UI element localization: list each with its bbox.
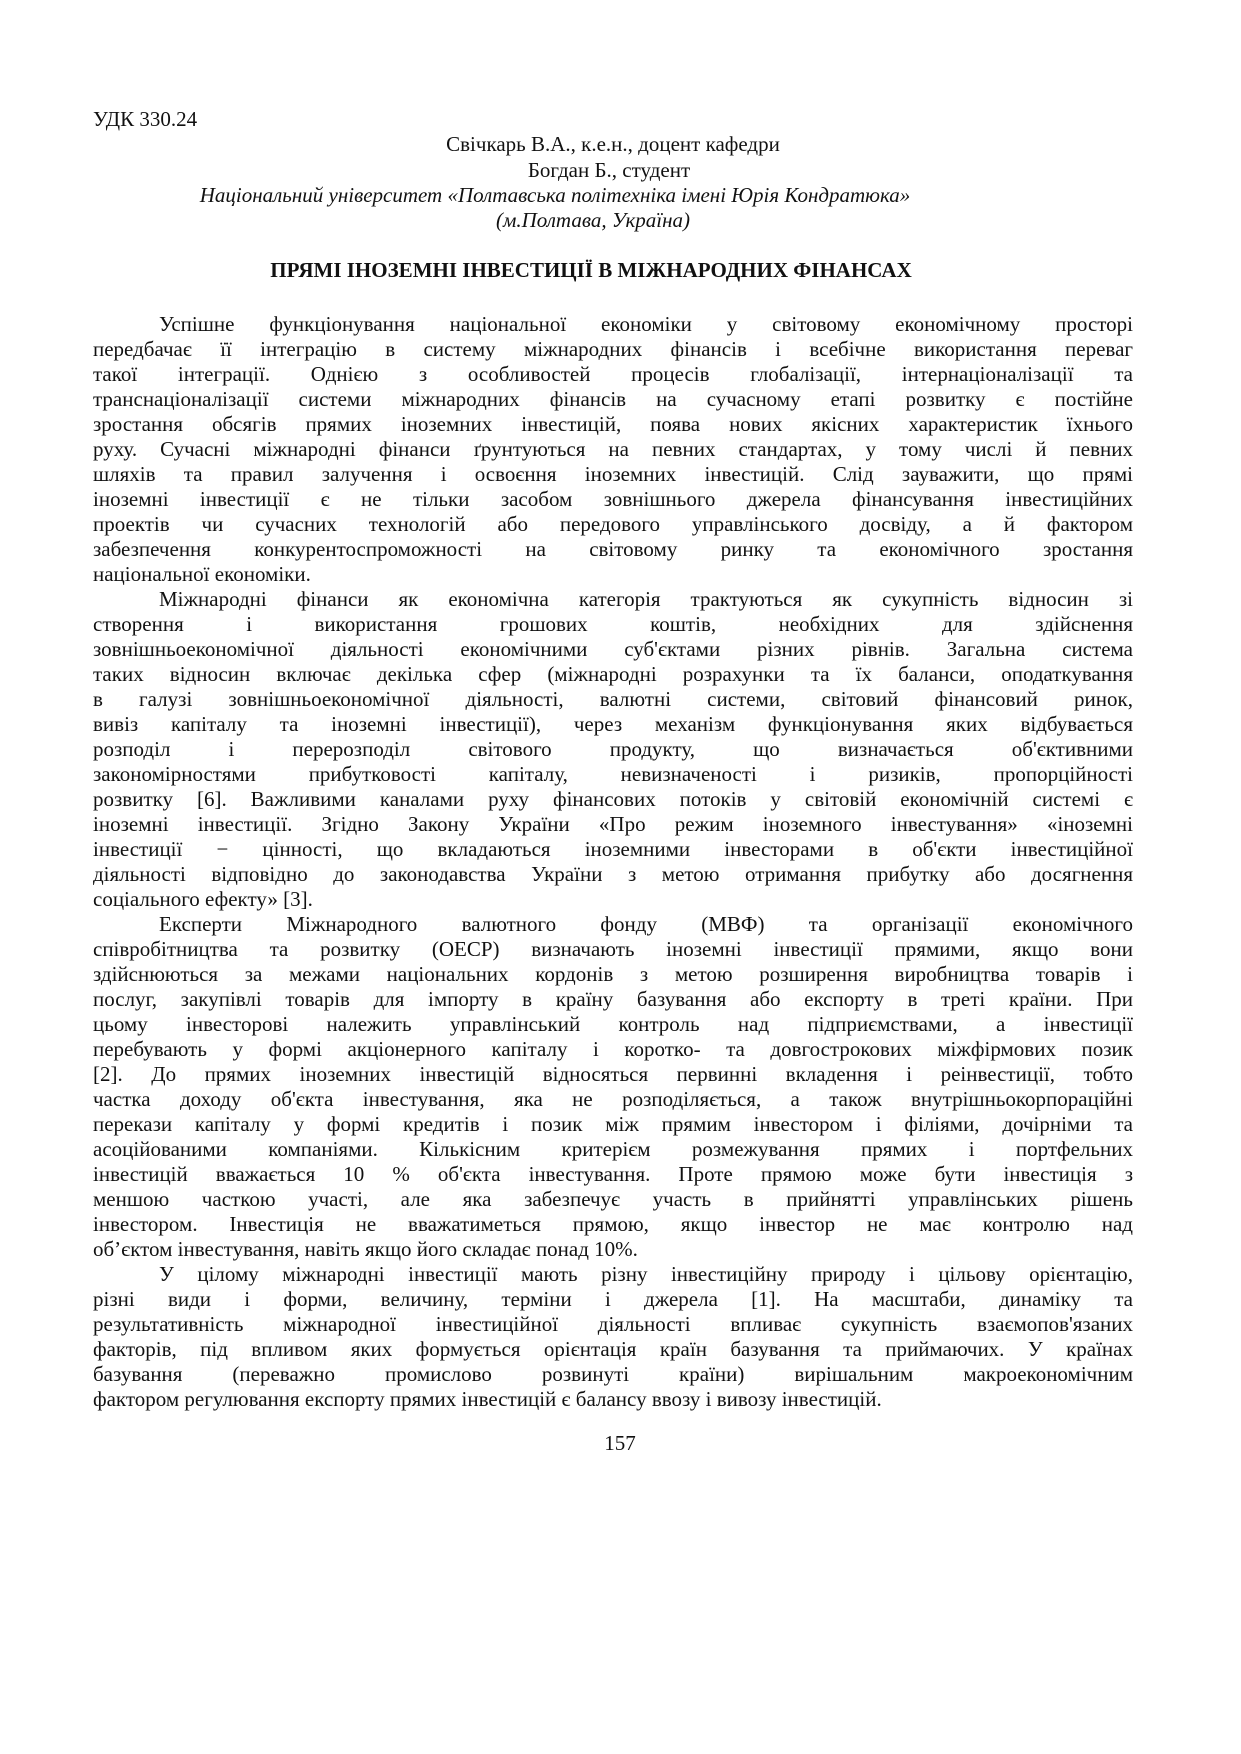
affiliation: Національний університет «Полтавська політехніка імені Юрія Кондратюка»: [199, 183, 911, 207]
paragraph-line: інвестицій вважається 10 % об'єкта інвестування. Проте прямою може бути інвестиція з: [93, 1162, 1133, 1186]
paragraph-line: послуг, закупівлі товарів для імпорту в країну базування або експорту в треті країни. При: [93, 987, 1133, 1011]
paragraph-line: У цілому міжнародні інвестиції мають різну інвестиційну природу і цільову орієнтацію,: [159, 1262, 1133, 1286]
paragraph-line: створення і використання грошових коштів, необхідних для здійснення: [93, 612, 1133, 636]
paragraph-line: в галузі зовнішньоекономічної діяльності, валютні системи, світовий фінансовий ринок,: [93, 687, 1133, 711]
paragraph-line: перекази капіталу у формі кредитів і позик між прямим інвестором і філіями, дочірніми та: [93, 1112, 1133, 1136]
paragraph-line: фактором регулювання експорту прямих інвестицій є балансу ввозу і вивозу інвестицій.: [93, 1387, 882, 1411]
paragraph-line: проектів чи сучасних технологій або передового управлінського досвіду, а й фактором: [93, 512, 1133, 536]
paragraph-line: здійснюються за межами національних кордонів з метою розширення виробництва товарів і: [93, 962, 1133, 986]
udk-code: УДК 330.24: [93, 107, 198, 131]
paragraph-line: розподіл і перерозподіл світового продукту, що визначається об'єктивними: [93, 737, 1133, 761]
affiliation-city: (м.Полтава, Україна): [495, 208, 691, 232]
paragraph: [93, 312, 1133, 587]
paragraph-line: іноземні інвестиції. Згідно Закону України «Про режим іноземного інвестування» «іноземні: [93, 812, 1133, 836]
paragraph-line: результативність міжнародної інвестиційної діяльності впливає сукупність взаємопов'язаних: [93, 1312, 1133, 1336]
paragraph-line: діяльності відповідно до законодавства України з метою отримання прибутку або досягнення: [93, 862, 1133, 886]
paragraph-line: інвестором. Інвестиція не вважатиметься прямою, якщо інвестор не має контролю над: [93, 1212, 1133, 1236]
paragraph-line: Міжнародні фінанси як економічна категорія трактуються як сукупність відносин зі: [159, 587, 1133, 611]
paragraph-line: національної економіки.: [93, 562, 311, 586]
paragraph-line: шляхів та правил залучення і освоєння іноземних інвестицій. Слід зауважити, що прямі: [93, 462, 1133, 486]
paragraph-line: цьому інвесторові належить управлінський контроль над підприємствами, а інвестиції: [93, 1012, 1133, 1036]
paragraph-line: вивіз капіталу та іноземні інвестиції), через механізм функціонування яких відбувається: [93, 712, 1133, 736]
paragraph-line: базування (переважно промислово розвинуті країни) вирішальним макроекономічним: [93, 1362, 1133, 1386]
paragraph-line: Експерти Міжнародного валютного фонду (МВФ) та організації економічного: [159, 912, 1133, 936]
paragraph-line: перебувають у формі акціонерного капіталу і коротко- та довгострокових міжфірмових позик: [93, 1037, 1133, 1061]
paragraph: [93, 1262, 1133, 1412]
paragraph-line: різні види і форми, величину, терміни і джерела [1]. На масштаби, динаміку та: [93, 1287, 1133, 1311]
paragraph: [93, 587, 1133, 912]
paragraph-line: іноземні інвестиції є не тільки засобом зовнішнього джерела фінансування інвестиційних: [93, 487, 1133, 511]
paragraph-line: руху. Сучасні міжнародні фінанси ґрунтуються на певних стандартах, у тому числі й певних: [93, 437, 1133, 461]
paragraph-line: таких відносин включає декілька сфер (міжнародні розрахунки та їх баланси, оподаткування: [93, 662, 1133, 686]
paragraph-line: факторів, під впливом яких формується орієнтація країн базування та приймаючих. У країнах: [93, 1337, 1133, 1361]
paragraph-line: забезпечення конкурентоспроможності на світовому ринку та економічного зростання: [93, 537, 1133, 561]
article-body: [93, 312, 1133, 1412]
paragraph-line: співробітництва та розвитку (ОЕСР) визначають іноземні інвестиції прямими, якщо вони: [93, 937, 1133, 961]
paragraph-line: асоційованими компаніями. Кількісним критерієм розмежування прямих і портфельних: [93, 1137, 1133, 1161]
paragraph-line: такої інтеграції. Однією з особливостей процесів глобалізації, інтернаціоналізації та: [93, 362, 1133, 386]
paragraph-line: [2]. До прямих іноземних інвестицій відносяться первинні вкладення і реінвестиції, тобто: [93, 1062, 1133, 1086]
paragraph-line: інвестиції − цінності, що вкладаються іноземними інвесторами в об'єкти інвестиційної: [93, 837, 1133, 861]
article-title: ПРЯМІ ІНОЗЕМНІ ІНВЕСТИЦІЇ В МІЖНАРОДНИХ ФІНАНСАХ: [270, 258, 912, 282]
page-number: 157: [604, 1431, 636, 1455]
author-1: Свічкарь В.А., к.е.н., доцент кафедри: [446, 132, 780, 156]
paragraph-line: зростання обсягів прямих іноземних інвестицій, поява нових якісних характеристик їхнього: [93, 412, 1133, 436]
paragraph-line: соціального ефекту» [3].: [93, 887, 313, 911]
paragraph-line: Успішне функціонування національної економіки у світовому економічному просторі: [159, 312, 1133, 336]
paragraph-line: зовнішньоекономічної діяльності економічними суб'єктами різних рівнів. Загальна система: [93, 637, 1133, 661]
paragraph-line: об’єктом інвестування, навіть якщо його складає понад 10%.: [93, 1237, 638, 1261]
paragraph: [93, 912, 1133, 1262]
paragraph-line: передбачає її інтеграцію в систему міжнародних фінансів і всебічне використання переваг: [93, 337, 1133, 361]
paragraph-line: меншою часткою участі, але яка забезпечує участь в прийнятті управлінських рішень: [93, 1187, 1133, 1211]
paragraph-line: розвитку [6]. Важливими каналами руху фінансових потоків у світовій економічній системі є: [93, 787, 1133, 811]
author-2: Богдан Б., студент: [527, 158, 691, 182]
paragraph-line: транснаціоналізації системи міжнародних фінансів на сучасному етапі розвитку є постійне: [93, 387, 1133, 411]
paragraph-line: частка доходу об'єкта інвестування, яка не розподіляється, а також внутрішньокорпораційні: [93, 1087, 1133, 1111]
paragraph-line: закономірностями прибутковості капіталу, невизначеності і ризиків, пропорційності: [93, 762, 1133, 786]
